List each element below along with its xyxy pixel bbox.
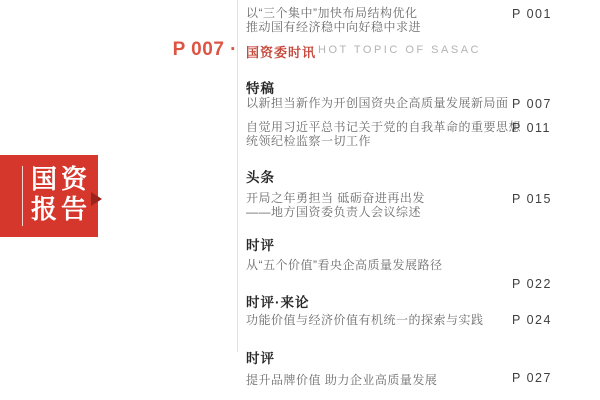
column-divider-line (237, 0, 238, 352)
toc-entry-line1: 从“五个价值”看央企高质量发展路径 (246, 258, 443, 272)
toc-entry-line2: ——地方国资委负责人会议综述 (246, 205, 422, 219)
logo-row2: 报告 (31, 195, 92, 224)
toc-entry-line2: 统领纪检监察一切工作 (246, 134, 372, 148)
toc-entry-line1: 功能价值与经济价值有机统一的探索与实践 (246, 313, 484, 327)
toc-entry (246, 120, 521, 148)
toc-entry-line1: 自觉用习近平总书记关于党的自我革命的重要思想 (246, 120, 522, 134)
guozi-baogao-logo (0, 155, 98, 237)
logo-row1: 国资 (31, 165, 92, 194)
banner-title-en: HOT TOPIC OF SASAC (318, 44, 481, 56)
section-header: 时评·来论 (246, 295, 310, 310)
page-number: P 011 (512, 121, 552, 135)
toc-entry (246, 191, 425, 219)
page-number: P 024 (512, 313, 552, 327)
page-number: P 015 (512, 192, 552, 206)
banner-page-number: P 007 · (172, 39, 237, 60)
toc-entry-line1: 以新担当新作为开创国资央企高质量发展新局面 (246, 96, 509, 110)
page-number: P 001 (512, 7, 552, 21)
page-number: P 022 (512, 277, 552, 291)
toc-entry-line1: 提升品牌价值 助力企业高质量发展 (246, 373, 438, 387)
page-number: P 007 (512, 97, 552, 111)
section-header: 头条 (246, 170, 275, 185)
banner-title-cn: 国资委时讯 (246, 45, 317, 60)
logo-wordmark (31, 165, 91, 225)
section-header: 时评 (246, 238, 275, 253)
toc-entry (246, 313, 484, 327)
section-header: 特稿 (246, 81, 275, 96)
toc-entry (246, 96, 509, 110)
right-arrow-icon (91, 192, 102, 206)
toc-entry (246, 6, 421, 34)
toc-entry-line1: 以“三个集中”加快布局结构优化 (246, 6, 418, 20)
page-number: P 027 (512, 371, 552, 385)
logo-divider-line (22, 166, 23, 226)
toc-entry-line1: 开局之年勇担当 砥砺奋进再出发 (246, 191, 425, 205)
section-header: 时评 (246, 351, 275, 366)
toc-entry-line2: 推动国有经济稳中向好稳中求进 (246, 20, 422, 34)
toc-entry (246, 373, 437, 387)
toc-entry (246, 258, 443, 272)
